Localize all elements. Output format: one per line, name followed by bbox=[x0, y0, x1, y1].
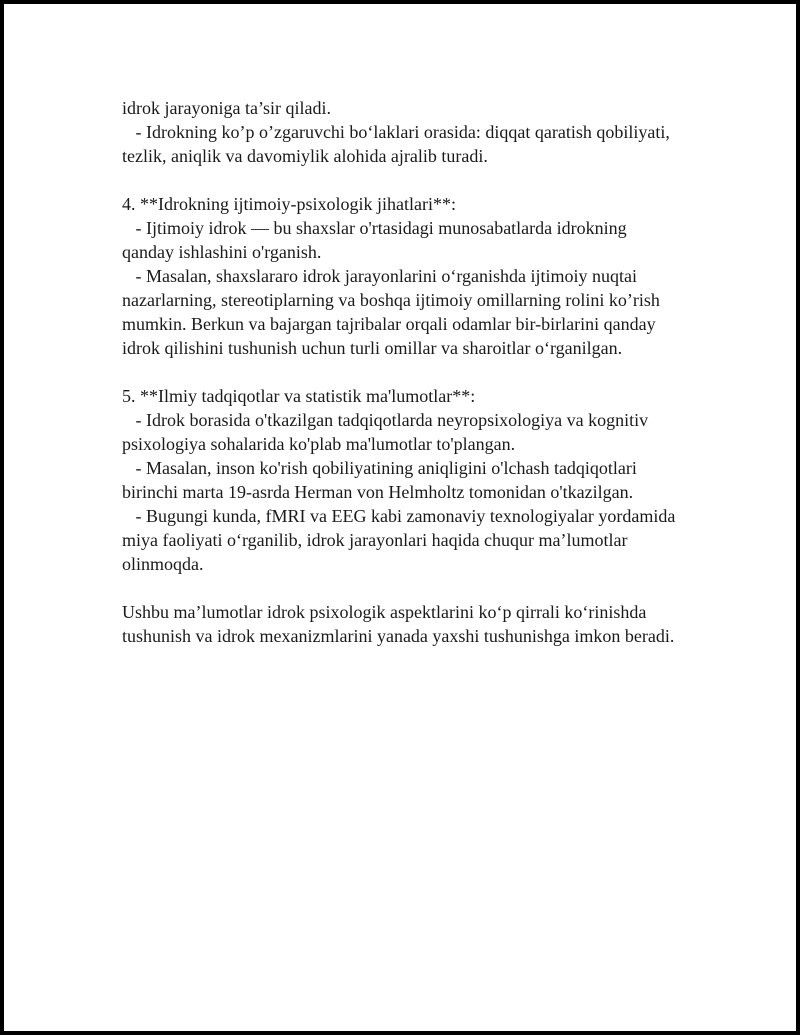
text-line: mumkin. Berkun va bajargan tajribalar orqali odamlar bir-birlarini qanday bbox=[122, 314, 656, 334]
paragraph-spacer bbox=[122, 168, 742, 192]
text-line: miya faoliyati o‘rganilib, idrok jarayonlari haqida chuqur ma’lumotlar bbox=[122, 530, 628, 550]
document-body bbox=[122, 96, 742, 648]
paragraph-continuation bbox=[122, 96, 742, 168]
text-line: olinmoqda. bbox=[122, 554, 204, 574]
paragraph-conclusion bbox=[122, 600, 742, 648]
text-line: - Masalan, inson ko'rish qobiliyatining aniqligini o'lchash tadqiqotlari bbox=[122, 458, 637, 478]
text-line: - Ijtimoiy idrok — bu shaxslar o'rtasidagi munosabatlarda idrokning bbox=[122, 218, 627, 238]
section-heading: 5. **Ilmiy tadqiqotlar va statistik ma'lumotlar**: bbox=[122, 386, 476, 406]
section-heading: 4. **Idrokning ijtimoiy-psixologik jihatlari**: bbox=[122, 194, 456, 214]
text-line: - Masalan, shaxslararo idrok jarayonlarini o‘rganishda ijtimoiy nuqtai bbox=[122, 266, 638, 286]
section-social-perception bbox=[122, 192, 742, 360]
text-line: qanday ishlashini o'rganish. bbox=[122, 242, 322, 262]
section-research bbox=[122, 384, 742, 576]
text-line: nazarlarning, stereotiplarning va boshqa ijtimoiy omillarning rolini ko’rish bbox=[122, 290, 660, 310]
text-line: tushunish va idrok mexanizmlarini yanada yaxshi tushunishga imkon beradi. bbox=[122, 626, 675, 646]
text-line: psixologiya sohalarida ko'plab ma'lumotlar to'plangan. bbox=[122, 434, 516, 454]
text-line: idrok qilishini tushunish uchun turli omillar va sharoitlar o‘rganilgan. bbox=[122, 338, 623, 358]
paragraph-spacer bbox=[122, 360, 742, 384]
text-line: - Idrok borasida o'tkazilgan tadqiqotlarda neyropsixologiya va kognitiv bbox=[122, 410, 649, 430]
paragraph-spacer bbox=[122, 576, 742, 600]
text-line: - Idrokning ko’p o’zgaruvchi bo‘laklari orasida: diqqat qaratish qobiliyati, bbox=[122, 122, 670, 142]
text-line: birinchi marta 19-asrda Herman von Helmholtz tomonidan o'tkazilgan. bbox=[122, 482, 634, 502]
text-line: - Bugungi kunda, fMRI va EEG kabi zamonaviy texnologiyalar yordamida bbox=[122, 506, 676, 526]
text-line: tezlik, aniqlik va davomiylik alohida ajralib turadi. bbox=[122, 146, 488, 166]
text-line: Ushbu ma’lumotlar idrok psixologik aspektlarini ko‘p qirrali ko‘rinishda bbox=[122, 602, 647, 622]
text-line: idrok jarayoniga ta’sir qiladi. bbox=[122, 98, 331, 118]
